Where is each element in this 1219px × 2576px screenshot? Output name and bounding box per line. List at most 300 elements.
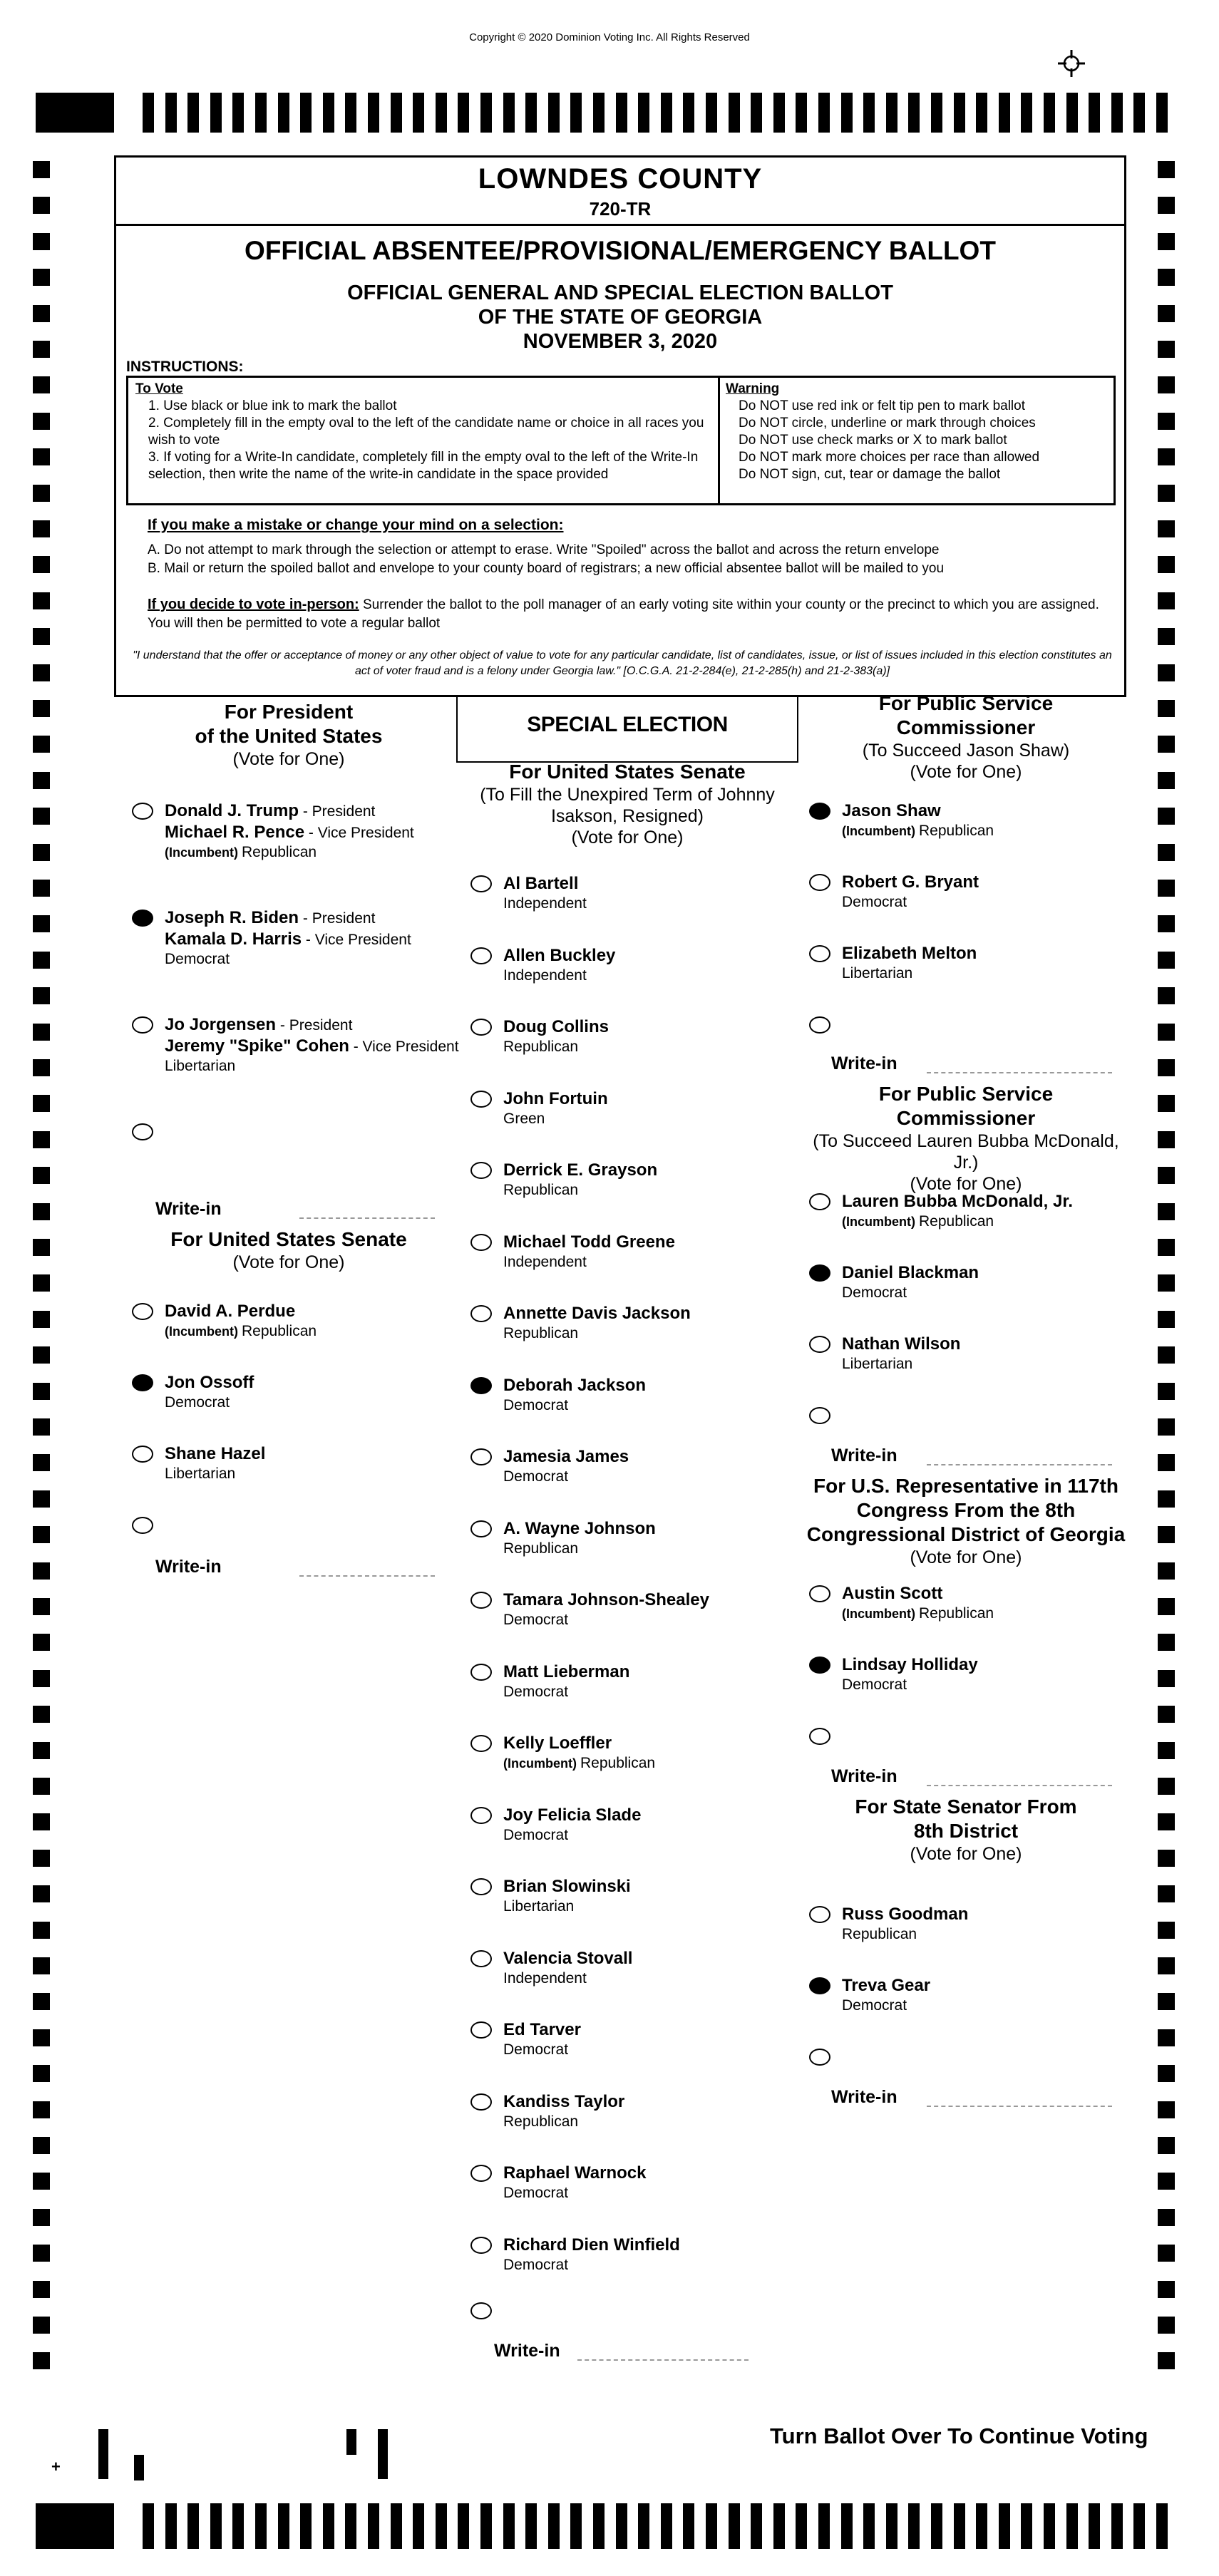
race-subtitle: (Vote for One) xyxy=(910,1174,1022,1194)
alignment-mark xyxy=(134,2455,144,2480)
write-in-line[interactable] xyxy=(927,2106,1112,2107)
running-mate-name: Jeremy "Spike" Cohen - Vice President xyxy=(165,1036,459,1056)
vote-oval[interactable] xyxy=(132,1446,153,1463)
to-vote-step-2: 2. Completely fill in the empty oval to the left of the candidate name or choice in all races you wish to vote xyxy=(148,416,704,448)
side-timing-mark xyxy=(33,700,50,717)
candidate-special-senate[interactable] xyxy=(463,1519,798,1569)
timing-tick xyxy=(255,93,267,133)
timing-tick xyxy=(976,2503,987,2549)
race-subtitle: Isakson, Resigned) xyxy=(550,806,704,826)
write-in-line[interactable] xyxy=(299,1217,435,1219)
candidate-party xyxy=(503,1827,568,1844)
candidate-special-senate[interactable] xyxy=(463,1447,798,1497)
timing-tick xyxy=(300,2503,312,2549)
candidate-name: Joseph R. Biden - President xyxy=(165,908,376,927)
side-timing-mark xyxy=(33,161,50,178)
party-name: Independent xyxy=(503,1969,587,1987)
vote-oval[interactable] xyxy=(470,1305,492,1322)
timing-tick xyxy=(278,93,289,133)
side-timing-mark xyxy=(33,448,50,465)
timing-block xyxy=(36,93,114,133)
filled-vote-oval[interactable] xyxy=(809,1264,830,1282)
side-timing-mark xyxy=(1158,1311,1175,1328)
candidate-special-senate[interactable] xyxy=(463,1160,798,1210)
candidate-president[interactable] xyxy=(125,908,460,967)
side-timing-mark xyxy=(33,1742,50,1759)
filled-vote-oval[interactable] xyxy=(809,803,830,820)
running-mate-role: - Vice President xyxy=(304,825,414,841)
side-timing-mark xyxy=(1158,1095,1175,1112)
timing-tick xyxy=(638,2503,649,2549)
side-timing-mark xyxy=(1158,520,1175,537)
side-timing-mark xyxy=(33,1598,50,1615)
vote-oval[interactable] xyxy=(132,1016,153,1034)
write-in-line[interactable] xyxy=(927,1464,1112,1465)
vote-oval[interactable] xyxy=(470,875,492,892)
timing-tick xyxy=(593,2503,605,2549)
party-name: Libertarian xyxy=(503,1898,575,1915)
timing-tick xyxy=(661,93,672,133)
side-timing-mark xyxy=(33,413,50,430)
timing-tick xyxy=(232,2503,244,2549)
vote-oval[interactable] xyxy=(470,2093,492,2111)
candidate-psc-mcdonald[interactable] xyxy=(802,1263,1137,1313)
candidate-special-senate[interactable] xyxy=(463,1805,798,1855)
candidate-party xyxy=(503,1325,578,1342)
timing-tick xyxy=(323,93,334,133)
candidate-name: Allen Buckley xyxy=(503,945,616,965)
incumbent-label: (Incumbent) xyxy=(165,845,242,860)
side-timing-mark xyxy=(1158,1813,1175,1830)
timing-tick xyxy=(232,93,244,133)
timing-tick xyxy=(480,2503,492,2549)
candidate-president[interactable] xyxy=(125,1015,460,1074)
candidate-party xyxy=(165,1465,235,1483)
in-person-instructions xyxy=(148,595,1103,633)
vote-oval[interactable] xyxy=(470,2237,492,2254)
candidate-psc-shaw[interactable] xyxy=(802,944,1137,994)
candidate-name: Lindsay Holliday xyxy=(842,1655,978,1674)
timing-tick xyxy=(436,2503,447,2549)
candidate-party xyxy=(842,1926,917,1943)
candidate-name: A. Wayne Johnson xyxy=(503,1518,656,1538)
write-in-label: Write-in xyxy=(831,1446,897,1465)
side-timing-mark xyxy=(1158,2101,1175,2118)
election-subtitle-2: OF THE STATE OF GEORGIA xyxy=(478,306,763,329)
filled-vote-oval[interactable] xyxy=(809,1657,830,1674)
incumbent-label: (Incumbent) xyxy=(503,1756,580,1771)
candidate-party xyxy=(842,1997,907,2014)
candidate-name: Brian Slowinski xyxy=(503,1877,631,1896)
party-name: Democrat xyxy=(842,1284,907,1301)
timing-tick xyxy=(143,2503,154,2549)
candidate-party xyxy=(503,1540,578,1557)
side-timing-mark xyxy=(1158,1742,1175,1759)
vote-oval[interactable] xyxy=(470,2165,492,2182)
candidate-special-senate[interactable] xyxy=(463,1662,798,1712)
timing-tick xyxy=(886,93,897,133)
side-timing-mark xyxy=(33,1778,50,1795)
candidate-senate[interactable] xyxy=(125,1444,460,1494)
race-title: For Public Service xyxy=(878,1083,1054,1105)
running-mate-role: - Vice President xyxy=(302,932,411,948)
candidate-name: David A. Perdue xyxy=(165,1302,296,1321)
voter-fraud-notice: "I understand that the offer or acceptance of money or any other object of value to vote for any particular candidate, list of candidates, issue, or list of issues included in this election constitutes an act of voter fraud and is a felony under Georgia law." [O.C.G.A. 21-2-284(e), 21-2-285(h) and 21-2-383(a)] xyxy=(133,649,1112,677)
candidate-senate[interactable] xyxy=(125,1373,460,1423)
candidate-name: Richard Dien Winfield xyxy=(503,2235,680,2255)
candidate-party xyxy=(842,1676,907,1694)
party-name: Democrat xyxy=(503,2185,569,2201)
candidate-name: Jason Shaw xyxy=(842,801,941,820)
candidate-role: - President xyxy=(299,803,376,820)
candidate-name: Jon Ossoff xyxy=(165,1373,254,1392)
candidate-state-senate[interactable] xyxy=(802,1905,1137,1954)
side-timing-mark xyxy=(1158,269,1175,286)
candidate-name: Kelly Loeffler xyxy=(503,1733,612,1753)
party-name: Democrat xyxy=(842,1676,907,1693)
vote-oval[interactable] xyxy=(809,1336,830,1353)
candidate-party xyxy=(842,965,912,982)
side-timing-mark xyxy=(1158,1131,1175,1148)
side-timing-mark xyxy=(33,1059,50,1076)
candidate-special-senate[interactable] xyxy=(463,946,798,996)
candidate-party xyxy=(503,1182,578,1199)
vote-oval[interactable] xyxy=(470,1950,492,1967)
side-timing-mark xyxy=(1158,1885,1175,1902)
write-in-oval[interactable] xyxy=(132,1517,153,1534)
side-timing-mark xyxy=(1158,772,1175,789)
candidate-name: Valencia Stovall xyxy=(503,1948,633,1968)
candidate-party xyxy=(503,2041,568,2059)
side-timing-mark xyxy=(33,1383,50,1400)
side-timing-mark xyxy=(33,987,50,1004)
race-subtitle: (Vote for One) xyxy=(232,749,345,769)
race-subtitle: (Vote for One) xyxy=(910,762,1022,782)
vote-oval[interactable] xyxy=(809,1906,830,1923)
timing-tick xyxy=(187,93,199,133)
candidate-name: Ed Tarver xyxy=(503,2020,581,2039)
vote-oval[interactable] xyxy=(470,1878,492,1895)
timing-tick xyxy=(773,2503,785,2549)
special-election-header: SPECIAL ELECTION xyxy=(456,697,798,763)
in-person-heading: If you decide to vote in-person: xyxy=(148,597,359,612)
side-timing-mark xyxy=(33,1562,50,1580)
side-timing-mark xyxy=(1158,2173,1175,2190)
timing-tick xyxy=(548,2503,560,2549)
party-name: Republican xyxy=(580,1755,656,1771)
write-in-label: Write-in xyxy=(831,1766,897,1786)
candidate-special-senate[interactable] xyxy=(463,1949,798,1999)
candidate-party xyxy=(842,1356,912,1373)
candidate-party xyxy=(503,1397,568,1414)
vote-oval[interactable] xyxy=(132,1303,153,1320)
party-name: Independent xyxy=(503,1253,587,1270)
timing-tick xyxy=(616,2503,627,2549)
vote-oval[interactable] xyxy=(470,1019,492,1036)
side-timing-mark xyxy=(1158,2137,1175,2154)
race-subtitle: (Vote for One) xyxy=(910,1547,1022,1567)
timing-tick xyxy=(751,2503,762,2549)
side-timing-mark xyxy=(1158,844,1175,861)
side-timing-mark xyxy=(1158,1957,1175,1974)
side-timing-mark xyxy=(33,2137,50,2154)
candidate-us-rep[interactable] xyxy=(802,1584,1137,1634)
timing-tick xyxy=(638,93,649,133)
write-in-oval[interactable] xyxy=(809,1016,830,1034)
candidate-party xyxy=(503,1468,568,1485)
vote-oval[interactable] xyxy=(470,947,492,964)
side-timing-mark xyxy=(1158,915,1175,932)
candidate-president[interactable] xyxy=(125,801,460,860)
vote-oval[interactable] xyxy=(470,1664,492,1681)
filled-vote-oval[interactable] xyxy=(132,910,153,927)
candidate-us-rep[interactable] xyxy=(802,1655,1137,1705)
side-timing-mark xyxy=(1158,341,1175,358)
candidate-party xyxy=(165,1058,235,1075)
side-timing-mark xyxy=(33,664,50,681)
warning-4: Do NOT mark more choices per race than allowed xyxy=(739,450,1040,465)
race-title: For Public Service xyxy=(878,692,1054,714)
timing-tick xyxy=(143,93,154,133)
party-name: Republican xyxy=(503,2113,579,2130)
candidate-psc-mcdonald[interactable] xyxy=(802,1192,1137,1242)
candidate-name: Daniel Blackman xyxy=(842,1263,979,1282)
write-in-oval[interactable] xyxy=(470,2302,492,2319)
vote-oval[interactable] xyxy=(132,803,153,820)
side-timing-mark xyxy=(33,2245,50,2262)
vote-oval[interactable] xyxy=(470,1592,492,1609)
vote-oval[interactable] xyxy=(470,1091,492,1108)
side-timing-mark xyxy=(1158,2245,1175,2262)
candidate-party xyxy=(165,1323,317,1340)
write-in-line[interactable] xyxy=(577,2359,749,2361)
timing-tick xyxy=(683,93,694,133)
candidate-name: Austin Scott xyxy=(842,1584,943,1603)
timing-tick xyxy=(908,93,920,133)
vote-oval[interactable] xyxy=(470,1735,492,1752)
registration-plus-icon: + xyxy=(51,2458,61,2475)
timing-tick xyxy=(1111,2503,1123,2549)
to-vote-step-1: 1. Use black or blue ink to mark the ballot xyxy=(148,398,397,413)
write-in-oval[interactable] xyxy=(132,1123,153,1140)
race-heading-special-senate xyxy=(460,760,795,848)
candidate-name: Jamesia James xyxy=(503,1447,629,1466)
write-in-line[interactable] xyxy=(927,1785,1112,1786)
write-in-oval[interactable] xyxy=(809,2049,830,2066)
timing-tick xyxy=(751,93,762,133)
write-in-oval[interactable] xyxy=(809,1407,830,1424)
party-name: Libertarian xyxy=(842,965,913,982)
candidate-party xyxy=(842,894,907,911)
side-timing-mark xyxy=(1158,413,1175,430)
candidate-special-senate[interactable] xyxy=(463,2092,798,2142)
side-timing-mark xyxy=(1158,1706,1175,1723)
party-name: Democrat xyxy=(842,1997,907,2014)
side-timing-mark xyxy=(33,1706,50,1723)
candidate-special-senate[interactable] xyxy=(463,1733,798,1783)
timing-tick xyxy=(1156,93,1168,133)
vote-oval[interactable] xyxy=(470,1448,492,1465)
vote-oval[interactable] xyxy=(809,1585,830,1602)
race-heading-president xyxy=(121,700,456,770)
side-timing-mark xyxy=(33,341,50,358)
incumbent-label: (Incumbent) xyxy=(165,1324,242,1339)
timing-tick xyxy=(187,2503,199,2549)
side-timing-mark xyxy=(33,1311,50,1328)
ballot-header xyxy=(114,155,1126,697)
candidate-special-senate[interactable] xyxy=(463,2235,798,2285)
write-in-line[interactable] xyxy=(299,1575,435,1577)
candidate-special-senate[interactable] xyxy=(463,874,798,924)
side-timing-mark xyxy=(33,376,50,393)
candidate-psc-shaw[interactable] xyxy=(802,801,1137,851)
race-heading-psc-mcdonald xyxy=(798,1082,1133,1195)
candidate-special-senate[interactable] xyxy=(463,2020,798,2070)
timing-tick xyxy=(683,2503,694,2549)
candidate-special-senate[interactable] xyxy=(463,1590,798,1640)
candidate-special-senate[interactable] xyxy=(463,1877,798,1927)
write-in-line[interactable] xyxy=(927,1072,1112,1073)
race-subtitle: (To Succeed Jason Shaw) xyxy=(862,741,1070,761)
side-timing-mark xyxy=(33,1993,50,2010)
side-timing-mark xyxy=(33,1239,50,1256)
side-timing-mark xyxy=(1158,628,1175,645)
race-title: For President xyxy=(224,701,354,723)
ballot-title: OFFICIAL ABSENTEE/PROVISIONAL/EMERGENCY BALLOT xyxy=(245,236,996,265)
candidate-name: Matt Lieberman xyxy=(503,1661,630,1681)
vote-oval[interactable] xyxy=(470,1807,492,1824)
filled-vote-oval[interactable] xyxy=(809,1977,830,1994)
side-timing-mark xyxy=(33,1670,50,1687)
crosshair-target-icon xyxy=(1056,48,1086,78)
write-in-oval[interactable] xyxy=(809,1728,830,1745)
side-timing-mark xyxy=(33,1526,50,1543)
vote-oval[interactable] xyxy=(470,1162,492,1179)
candidate-special-senate[interactable] xyxy=(463,1017,798,1067)
party-name: Republican xyxy=(242,844,317,860)
warning-5: Do NOT sign, cut, tear or damage the ballot xyxy=(739,467,1001,482)
side-timing-mark xyxy=(33,915,50,932)
candidate-name: Nathan Wilson xyxy=(842,1334,961,1354)
filled-vote-oval[interactable] xyxy=(132,1374,153,1391)
top-timing-bar xyxy=(36,93,1176,133)
side-timing-mark xyxy=(33,628,50,645)
side-timing-mark xyxy=(33,2317,50,2334)
party-name: Republican xyxy=(503,1325,579,1341)
running-mate-role: - Vice President xyxy=(349,1039,459,1055)
candidate-special-senate[interactable] xyxy=(463,1232,798,1282)
side-timing-mark xyxy=(1158,556,1175,573)
side-timing-mark xyxy=(1158,2029,1175,2046)
incumbent-label: (Incumbent) xyxy=(842,824,919,838)
side-timing-mark xyxy=(33,1490,50,1508)
timing-tick xyxy=(616,93,627,133)
side-timing-mark xyxy=(33,592,50,609)
to-vote-instructions xyxy=(128,378,720,503)
timing-tick xyxy=(525,93,537,133)
timing-tick xyxy=(368,93,379,133)
timing-tick xyxy=(954,93,965,133)
running-mate-name: Kamala D. Harris - Vice President xyxy=(165,929,411,949)
candidate-special-senate[interactable] xyxy=(463,1376,798,1426)
side-timing-mark xyxy=(1158,2317,1175,2334)
candidate-senate[interactable] xyxy=(125,1302,460,1351)
candidate-special-senate[interactable] xyxy=(463,2163,798,2213)
candidate-name: Raphael Warnock xyxy=(503,2163,647,2183)
write-in-label: Write-in xyxy=(494,2341,560,2361)
mistake-instruction-a: A. Do not attempt to mark through the selection or attempt to erase. Write "Spoiled" across the ballot and across the return envelope xyxy=(148,542,940,557)
warning-3: Do NOT use check marks or X to mark ballot xyxy=(739,433,1007,448)
side-timing-mark xyxy=(1158,485,1175,502)
timing-tick xyxy=(1021,2503,1032,2549)
side-timing-mark xyxy=(33,808,50,825)
timing-tick xyxy=(818,2503,830,2549)
side-timing-mark xyxy=(1158,1346,1175,1364)
candidate-party xyxy=(165,844,317,861)
candidate-party xyxy=(842,823,994,840)
candidate-state-senate[interactable] xyxy=(802,1976,1137,2026)
race-heading-senate xyxy=(121,1227,456,1273)
vote-oval[interactable] xyxy=(809,1193,830,1210)
candidate-psc-shaw[interactable] xyxy=(802,872,1137,922)
ballot-style-code: 720-TR xyxy=(589,198,652,220)
race-title: of the United States xyxy=(195,725,383,747)
party-name: Democrat xyxy=(503,2256,569,2273)
party-name: Democrat xyxy=(503,1683,569,1700)
incumbent-label: (Incumbent) xyxy=(842,1607,919,1621)
county-name: LOWNDES COUNTY xyxy=(478,163,763,195)
filled-vote-oval[interactable] xyxy=(470,1377,492,1394)
candidate-special-senate[interactable] xyxy=(463,1304,798,1354)
side-timing-mark xyxy=(33,1454,50,1471)
candidate-name: Doug Collins xyxy=(503,1017,609,1036)
side-timing-mark xyxy=(33,1634,50,1651)
timing-tick xyxy=(1089,2503,1100,2549)
side-timing-mark xyxy=(1158,1274,1175,1292)
timing-tick xyxy=(458,93,469,133)
candidate-party xyxy=(503,1612,568,1629)
turn-over-notice: Turn Ballot Over To Continue Voting xyxy=(770,2423,1148,2448)
side-timing-mark xyxy=(1158,1922,1175,1939)
candidate-special-senate[interactable] xyxy=(463,1089,798,1139)
side-timing-mark xyxy=(33,305,50,322)
party-name: Democrat xyxy=(842,894,907,910)
timing-tick xyxy=(503,2503,515,2549)
candidate-name: Lauren Bubba McDonald, Jr. xyxy=(842,1192,1074,1211)
vote-oval[interactable] xyxy=(809,874,830,891)
candidate-name: Russ Goodman xyxy=(842,1905,969,1924)
vote-oval[interactable] xyxy=(470,2021,492,2039)
side-timing-mark xyxy=(33,2065,50,2082)
side-timing-mark xyxy=(1158,1850,1175,1867)
timing-tick xyxy=(323,2503,334,2549)
candidate-psc-mcdonald[interactable] xyxy=(802,1334,1137,1384)
side-timing-mark xyxy=(1158,197,1175,214)
timing-tick xyxy=(908,2503,920,2549)
race-title: Congress From the 8th xyxy=(856,1499,1076,1521)
vote-oval[interactable] xyxy=(809,945,830,962)
party-name: Libertarian xyxy=(842,1356,913,1372)
race-subtitle: (Vote for One) xyxy=(910,1844,1022,1864)
candidate-name: Donald J. Trump - President xyxy=(165,801,376,820)
vote-oval[interactable] xyxy=(470,1520,492,1537)
side-timing-mark xyxy=(33,520,50,537)
side-timing-mark xyxy=(33,1167,50,1184)
candidate-party xyxy=(503,895,587,912)
copyright-notice: Copyright © 2020 Dominion Voting Inc. All Rights Reserved xyxy=(469,31,750,43)
side-timing-mark xyxy=(1158,1383,1175,1400)
vote-oval[interactable] xyxy=(470,1234,492,1251)
